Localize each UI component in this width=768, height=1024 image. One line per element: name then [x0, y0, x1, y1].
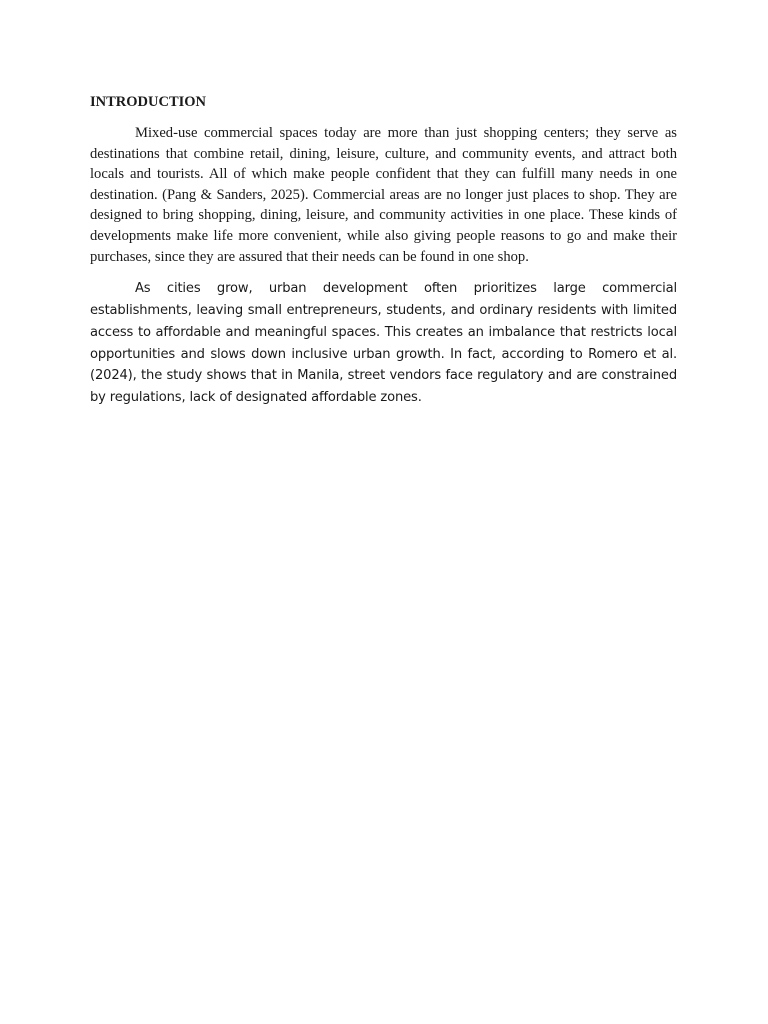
- paragraph-2: As cities grow, urban development often prioritizes large commercial establishments, leaving small entrepreneurs, students, and ordinary residents with limited access to affordable and meaningful spaces. This creates an imbalance that restricts local opportunities and slows down inclusive urban growth. In fact, according to Romero et al. (2024), the study shows that in Manila, street vendors face regulatory and are constrained by regulations, lack of designated affordable zones.: [90, 281, 677, 406]
- paragraph-1: Mixed-use commercial spaces today are more than just shopping centers; they serve as destinations that combine retail, dining, leisure, culture, and community events, and attract both locals and tourists. All of which make people confident that they can fulfill many needs in one destination. (Pang & Sanders, 2025). Commercial areas are no longer just places to shop. They are designed to bring shopping, dining, leisure, and community activities in one place. These kinds of developments make life more convenient, while also giving people reasons to go and make their purchases, since they are assured that their needs can be found in one shop.: [90, 125, 677, 265]
- document-body: [90, 93, 677, 409]
- section-heading: INTRODUCTION: [90, 94, 207, 110]
